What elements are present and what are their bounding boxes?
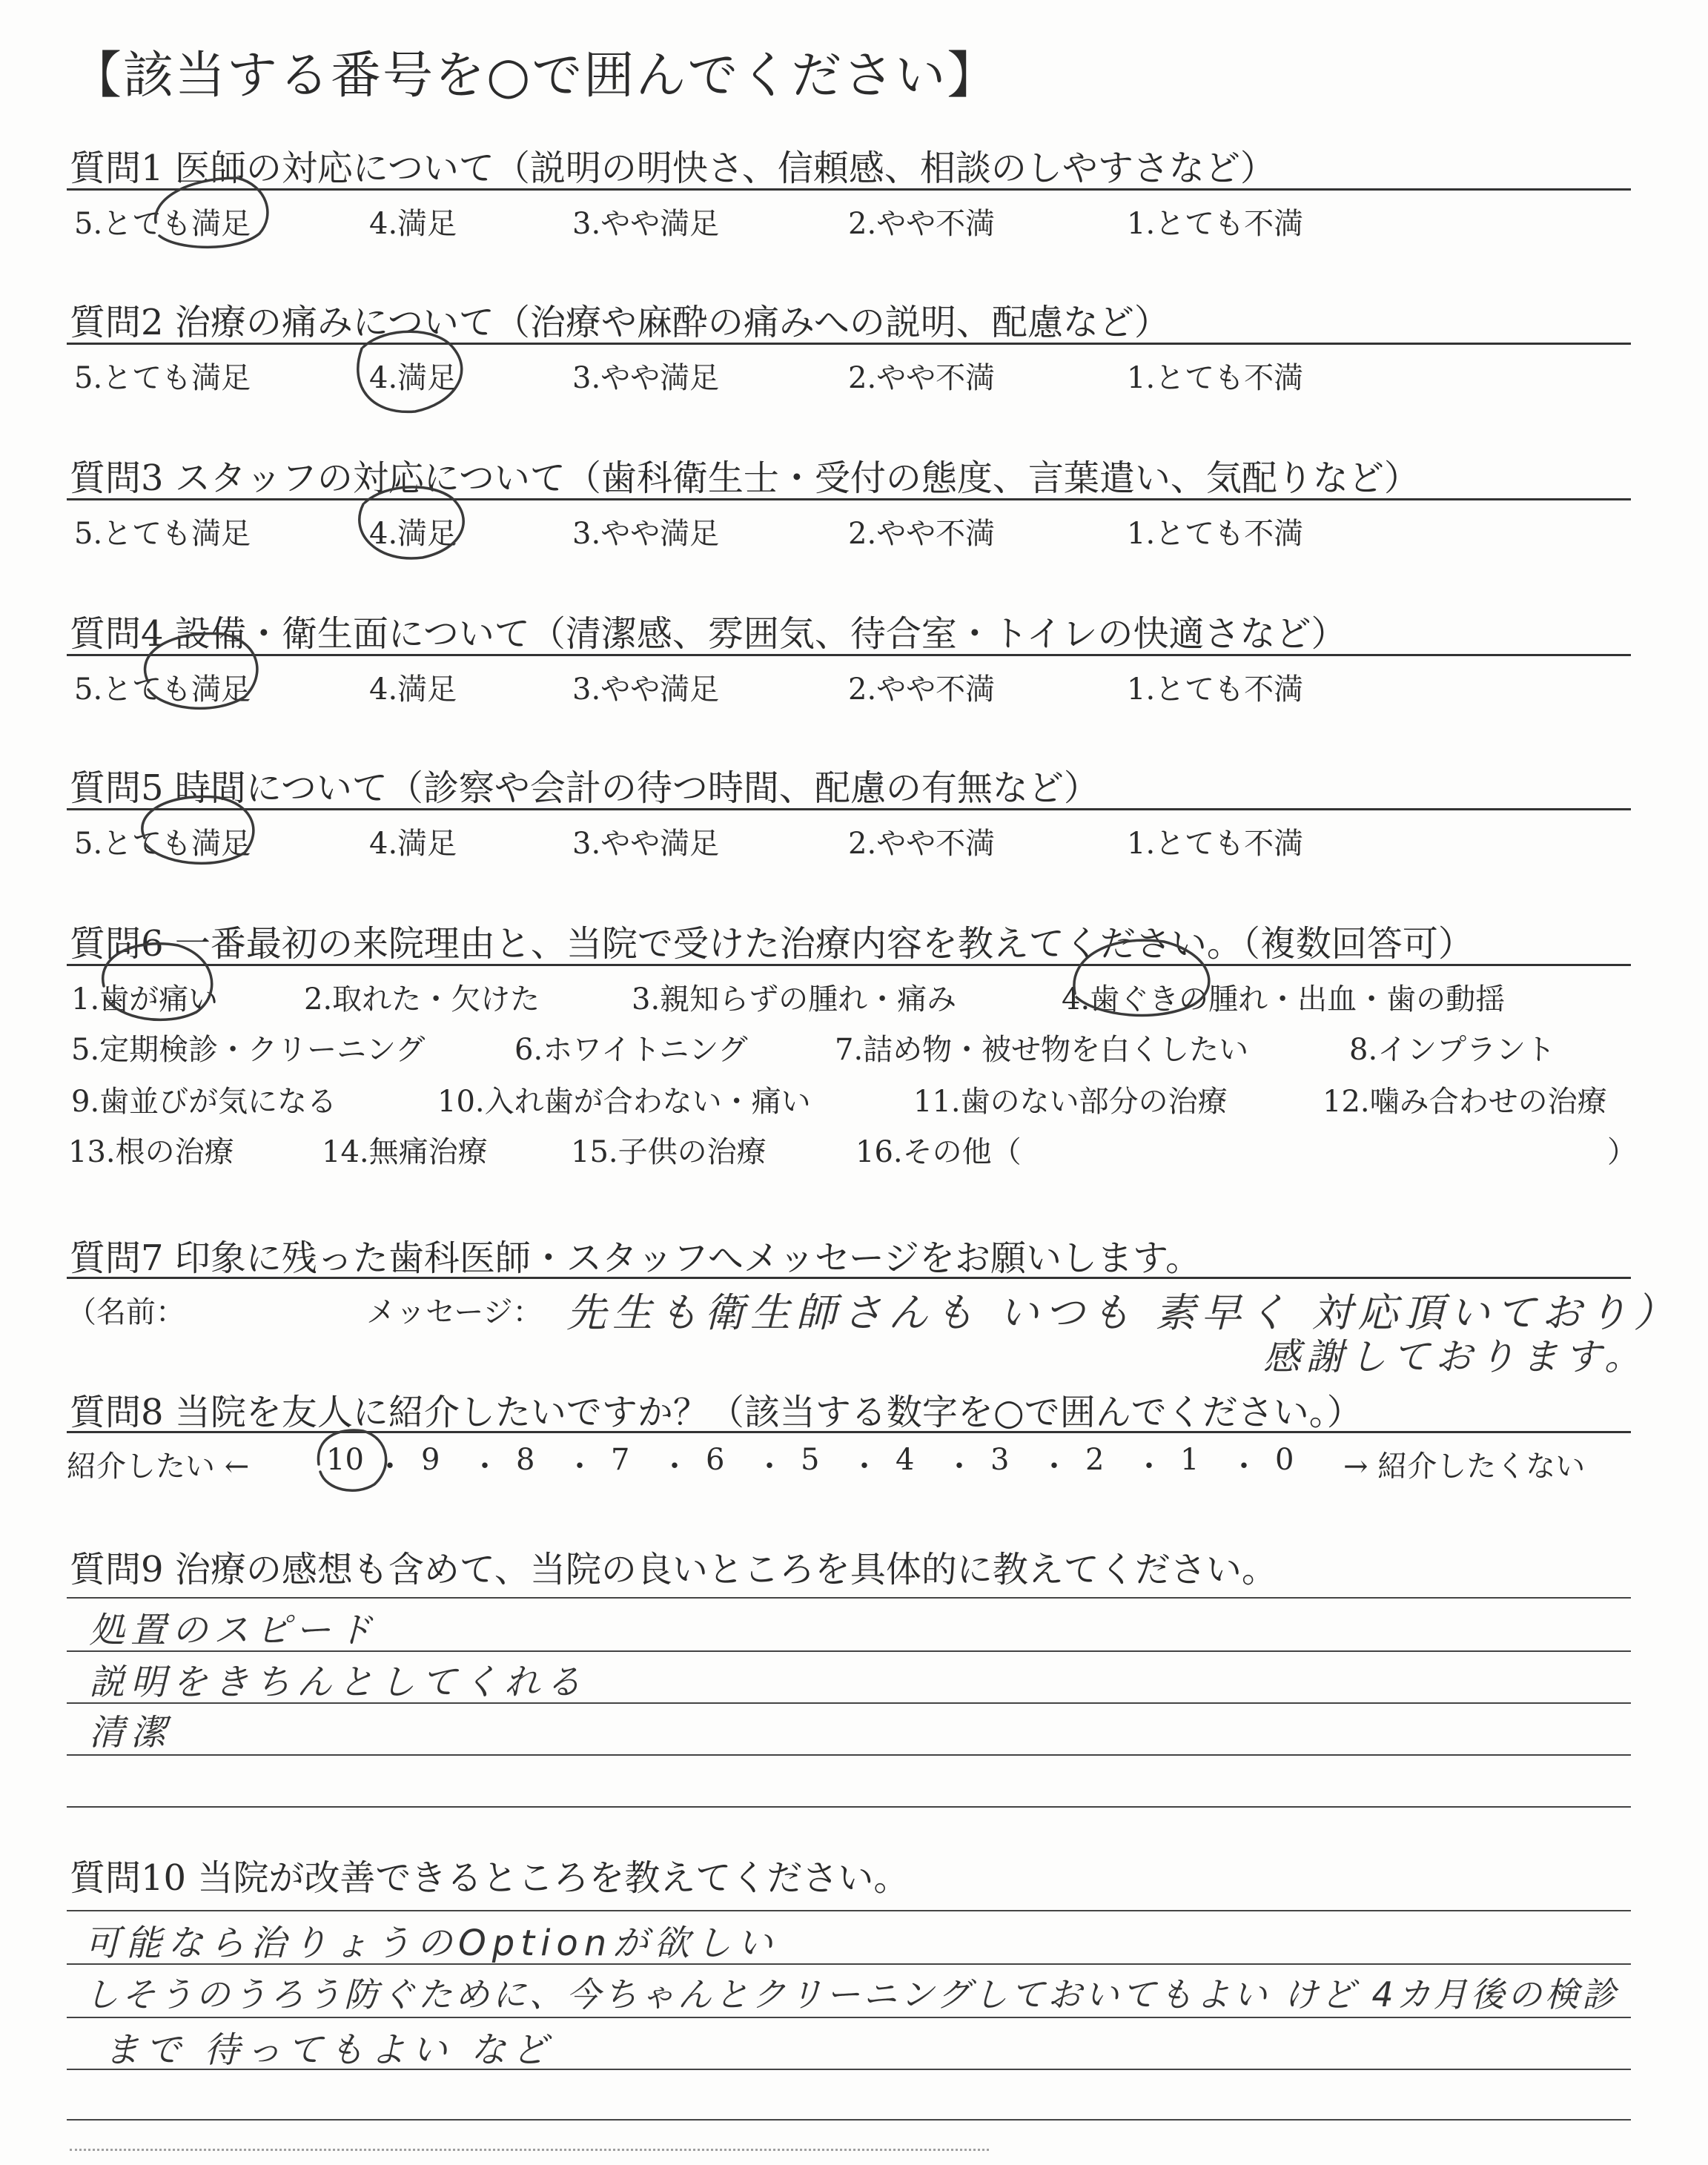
q6-option-7[interactable]: 7.詰め物・被せ物を白くしたい <box>835 1033 1249 1067</box>
question-label: 質問5 <box>70 767 164 809</box>
q6-option-14[interactable]: 14.無痛治療 <box>322 1135 488 1169</box>
name-label: （名前： <box>67 1295 185 1329</box>
q6-option-1[interactable]: 1.歯が痛い <box>71 982 219 1017</box>
recommend-score-0[interactable]: 0 <box>1275 1443 1294 1477</box>
question-text: 治療の感想も含めて、当院の良いところを具体的に教えてください。 <box>174 1549 1277 1590</box>
handwritten-answer: まで 待ってもよい など <box>104 2029 554 2071</box>
page-title: 【該当する番号を○で囲んでください】 <box>71 47 999 105</box>
divider <box>67 188 1631 191</box>
question-7 <box>70 1229 1201 1280</box>
question-label: 質問6 <box>70 923 164 965</box>
q6-option-5[interactable]: 5.定期検診・クリーニング <box>71 1033 426 1067</box>
q2-option-2[interactable]: 2.やや不満 <box>848 361 996 395</box>
q2-option-5[interactable]: 5.とても満足 <box>74 361 251 395</box>
answer-line <box>67 1806 1631 1808</box>
handwritten-message-line-2: 感謝しております。 <box>1263 1335 1647 1378</box>
q6-option-9[interactable]: 9.歯並びが気になる <box>71 1085 337 1119</box>
question-label: 質問7 <box>70 1237 164 1279</box>
scale-separator: ・ <box>944 1450 974 1484</box>
q6-option-6[interactable]: 6.ホワイトニング <box>514 1033 748 1067</box>
next-question-cut-off <box>70 2135 989 2165</box>
scale-separator: ・ <box>375 1450 405 1484</box>
question-label: 質問4 <box>70 613 164 655</box>
q6-option-10[interactable]: 10.入れ歯が合わない・痛い <box>437 1085 811 1119</box>
answer-line <box>67 1910 1631 1911</box>
recommend-score-10[interactable]: 10 <box>326 1443 364 1477</box>
scale-separator: ・ <box>565 1450 595 1484</box>
handwritten-message-line-1: 先生も衛生師さんも いつも 素早く 対応頂いており） <box>566 1289 1680 1336</box>
question-10 <box>70 1849 909 1900</box>
scale-separator: ・ <box>1229 1450 1259 1484</box>
recommend-score-3[interactable]: 3 <box>990 1443 1010 1477</box>
question-text: 一番最初の来院理由と、当院で受けた治療内容を教えてください。（複数回答可） <box>174 923 1474 965</box>
q2-option-4[interactable]: 4.満足 <box>369 361 457 395</box>
question-4 <box>70 605 1346 656</box>
q1-option-2[interactable]: 2.やや不満 <box>848 207 996 241</box>
divider <box>67 964 1631 966</box>
q4-option-2[interactable]: 2.やや不満 <box>848 672 996 707</box>
q6-other-close-paren: ） <box>1607 1135 1637 1169</box>
divider <box>67 498 1631 500</box>
question-label: 質問8 <box>70 1392 164 1433</box>
q6-option-13[interactable]: 13.根の治療 <box>68 1135 234 1169</box>
q6-option-16[interactable]: 16.その他（ <box>855 1135 1022 1169</box>
question-label: 質問9 <box>70 1549 164 1590</box>
answer-line <box>67 1597 1631 1599</box>
scale-separator: ・ <box>755 1450 784 1484</box>
q1-option-4[interactable]: 4.満足 <box>369 207 457 241</box>
question-text: 当院を友人に紹介したいですか？（該当する数字を○で囲んでください。） <box>174 1392 1363 1433</box>
handwritten-answer: 可能なら治りょうのOptionが欲しい <box>85 1923 779 1964</box>
q5-option-3[interactable]: 3.やや満足 <box>572 827 720 861</box>
q3-option-3[interactable]: 3.やや満足 <box>572 517 720 551</box>
q1-option-3[interactable]: 3.やや満足 <box>572 207 720 241</box>
q3-option-4[interactable]: 4.満足 <box>369 517 457 551</box>
question-5 <box>70 759 1099 810</box>
handwritten-answer: 処置のスピード <box>89 1610 379 1651</box>
q6-option-8[interactable]: 8.インプラント <box>1349 1033 1556 1067</box>
question-1 <box>70 139 1276 191</box>
q6-option-4[interactable]: 4.歯ぐきの腫れ・出血・歯の動揺 <box>1062 982 1506 1017</box>
q1-option-5[interactable]: 5.とても満足 <box>74 207 251 241</box>
q6-option-11[interactable]: 11.歯のない部分の治療 <box>913 1085 1228 1119</box>
scale-separator: ・ <box>850 1450 879 1484</box>
question-text: 治療の痛みについて（治療や麻酔の痛みへの説明、配慮など） <box>174 302 1170 343</box>
answer-line <box>67 1754 1631 1756</box>
q4-option-3[interactable]: 3.やや満足 <box>572 672 720 707</box>
answer-line <box>67 2017 1631 2018</box>
divider <box>67 1431 1631 1433</box>
q6-option-2[interactable]: 2.取れた・欠けた <box>304 982 540 1017</box>
handwritten-answer: 説明をきちんとしてくれる <box>89 1662 588 1703</box>
q4-option-1[interactable]: 1.とても不満 <box>1127 672 1304 707</box>
question-text: 医師の対応について（説明の明快さ、信頼感、相談のしやすさなど） <box>174 148 1276 189</box>
q6-option-3[interactable]: 3.親知らずの腫れ・痛み <box>632 982 957 1017</box>
divider <box>67 654 1631 656</box>
question-label: 質問2 <box>70 302 164 343</box>
handwritten-answer: 清潔 <box>89 1712 173 1754</box>
recommend-score-2[interactable]: 2 <box>1085 1443 1105 1477</box>
question-3 <box>70 449 1420 500</box>
handwritten-answer: しそうのうろう防ぐために、今ちゃんとクリーニングしておいてもよい けど 4カ月後の検診 <box>85 1974 1619 2014</box>
recommend-score-7[interactable]: 7 <box>611 1443 630 1477</box>
q6-option-12[interactable]: 12.噛み合わせの治療 <box>1323 1085 1607 1119</box>
message-label: メッセージ： <box>366 1295 543 1329</box>
scale-separator: ・ <box>1134 1450 1164 1484</box>
recommend-score-8[interactable]: 8 <box>516 1443 535 1477</box>
recommend-score-1[interactable]: 1 <box>1180 1443 1199 1477</box>
question-label: 質問10 <box>70 1857 187 1899</box>
divider <box>67 808 1631 810</box>
q1-option-1[interactable]: 1.とても不満 <box>1127 207 1304 241</box>
question-text: スタッフの対応について（歯科衛生士・受付の態度、言葉遣い、気配りなど） <box>174 457 1420 499</box>
scale-separator: ・ <box>660 1450 689 1484</box>
question-label: 質問3 <box>70 457 164 499</box>
question-8 <box>70 1384 1363 1435</box>
question-9 <box>70 1541 1277 1592</box>
divider <box>67 343 1631 345</box>
q5-option-2[interactable]: 2.やや不満 <box>848 827 996 861</box>
recommend-left-label: 紹介したい ← <box>67 1450 250 1484</box>
q6-option-15[interactable]: 15.子供の治療 <box>571 1135 767 1169</box>
question-label: 質問1 <box>70 148 164 189</box>
recommend-score-4[interactable]: 4 <box>896 1443 915 1477</box>
scale-separator: ・ <box>470 1450 500 1484</box>
q3-option-2[interactable]: 2.やや不満 <box>848 517 996 551</box>
recommend-score-6[interactable]: 6 <box>706 1443 725 1477</box>
recommend-score-5[interactable]: 5 <box>801 1443 820 1477</box>
q5-option-1[interactable]: 1.とても不満 <box>1127 827 1304 861</box>
question-text: 時間について（診察や会計の待つ時間、配慮の有無など） <box>174 767 1099 809</box>
recommend-right-label: → 紹介したくない <box>1343 1450 1586 1484</box>
scale-separator: ・ <box>1039 1450 1069 1484</box>
question-text: 印象に残った歯科医師・スタッフへメッセージをお願いします。 <box>174 1237 1202 1279</box>
question-6 <box>70 915 1474 966</box>
recommend-score-9[interactable]: 9 <box>421 1443 440 1477</box>
q3-option-5[interactable]: 5.とても満足 <box>74 517 251 551</box>
answer-line <box>67 2119 1631 2121</box>
q5-option-5[interactable]: 5.とても満足 <box>74 827 251 861</box>
divider <box>67 1277 1631 1279</box>
q2-option-1[interactable]: 1.とても不満 <box>1127 361 1304 395</box>
question-text: 当院が改善できるところを教えてください。 <box>197 1857 910 1899</box>
q4-option-4[interactable]: 4.満足 <box>369 672 457 707</box>
q5-option-4[interactable]: 4.満足 <box>369 827 457 861</box>
question-2 <box>70 294 1170 345</box>
q4-option-5[interactable]: 5.とても満足 <box>74 672 251 707</box>
q3-option-1[interactable]: 1.とても不満 <box>1127 517 1304 551</box>
q2-option-3[interactable]: 3.やや満足 <box>572 361 720 395</box>
question-text: 設備・衛生面について（清潔感、雰囲気、待合室・トイレの快適さなど） <box>174 613 1347 655</box>
